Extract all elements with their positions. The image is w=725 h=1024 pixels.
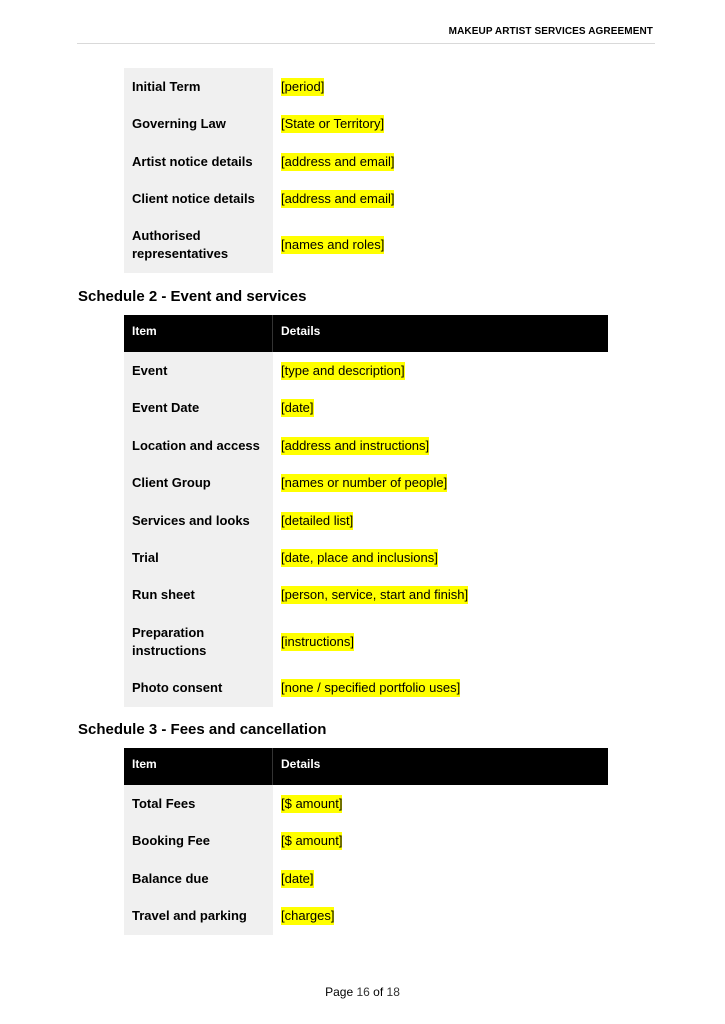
placeholder-value[interactable]: [address and email] [281,153,395,169]
row-label: Travel and parking [124,897,273,935]
row-label: Total Fees [124,785,273,822]
table-row [124,576,608,614]
table-row [124,105,608,143]
row-label: Booking Fee [124,822,273,860]
placeholder-value[interactable]: [$ amount] [281,833,343,848]
row-label: Location and access [124,427,273,464]
row-label: Client Group [124,464,273,502]
row-label: Event Date [124,389,273,427]
placeholder-value[interactable]: [State or Territory] [281,116,385,131]
table-row [124,464,608,502]
row-label: Photo consent [124,669,273,707]
table-row [124,822,608,860]
row-value-cell [273,576,608,614]
table-row [124,68,608,105]
footer-page-word: Page [325,985,354,999]
row-label: Artist notice details [124,143,273,180]
row-label: Balance due [124,860,273,897]
row-value-cell [273,389,608,427]
table-row [124,143,608,180]
running-header-title: MAKEUP ARTIST SERVICES AGREEMENT [448,26,653,37]
table-row [124,539,608,576]
column-header-details: Details [273,748,608,785]
placeholder-value[interactable]: [address and instructions] [281,437,430,453]
column-header-item: Item [124,748,273,785]
row-label: Authorised representatives [124,217,273,273]
page-footer [0,985,725,999]
row-label: Governing Law [124,105,273,143]
column-header-details: Details [273,315,608,352]
table-row [124,897,608,935]
row-value-cell [273,464,608,502]
table-row [124,217,608,273]
row-value-cell [273,502,608,539]
row-label: Initial Term [124,68,273,105]
row-value-cell [273,785,608,822]
placeholder-value[interactable]: [$ amount] [281,795,343,811]
placeholder-value[interactable]: [period] [281,78,325,94]
row-value-cell [273,105,608,143]
footer-current-page: 16 [356,985,370,999]
placeholder-value[interactable]: [date] [281,400,314,415]
row-label: Preparation instructions [124,614,273,669]
schedule1-table [124,68,608,273]
placeholder-value[interactable]: [address and email] [281,190,395,206]
placeholder-value[interactable]: [charges] [281,908,335,923]
placeholder-value[interactable]: [none / specified portfolio uses] [281,680,461,695]
table-row [124,502,608,539]
row-value-cell [273,68,608,105]
row-value-cell [273,897,608,935]
table-row [124,389,608,427]
table-row [124,180,608,217]
row-value-cell [273,822,608,860]
table-row [124,614,608,669]
placeholder-value[interactable]: [names and roles] [281,237,385,252]
row-value-cell [273,860,608,897]
table-header-row [124,315,608,352]
placeholder-value[interactable]: [instructions] [281,633,354,649]
placeholder-value[interactable]: [date, place and inclusions] [281,549,438,565]
row-label: Trial [124,539,273,576]
placeholder-value[interactable]: [date] [281,870,314,886]
row-value-cell [273,427,608,464]
placeholder-value[interactable]: [person, service, start and finish] [281,587,469,602]
row-label: Run sheet [124,576,273,614]
table-row [124,669,608,707]
placeholder-value[interactable]: [detailed list] [281,512,354,528]
table-row [124,427,608,464]
row-value-cell [273,614,608,669]
schedule2-heading: Schedule 2 - Event and services [78,288,307,305]
row-value-cell [273,669,608,707]
row-value-cell [273,539,608,576]
row-label: Services and looks [124,502,273,539]
table-row [124,860,608,897]
placeholder-value[interactable]: [type and description] [281,362,405,378]
row-label: Event [124,352,273,389]
row-label: Client notice details [124,180,273,217]
schedule2-table [124,315,608,707]
table-row [124,352,608,389]
schedule3-table [124,748,608,935]
table-header-row [124,748,608,785]
placeholder-value[interactable]: [names or number of people] [281,475,448,490]
row-value-cell [273,217,608,273]
row-value-cell [273,180,608,217]
footer-total-pages: 18 [386,985,400,999]
footer-of-word: of [373,985,384,999]
row-value-cell [273,352,608,389]
table-row [124,785,608,822]
row-value-cell [273,143,608,180]
column-header-item: Item [124,315,273,352]
schedule3-heading: Schedule 3 - Fees and cancellation [78,721,327,738]
header-divider [77,43,655,44]
